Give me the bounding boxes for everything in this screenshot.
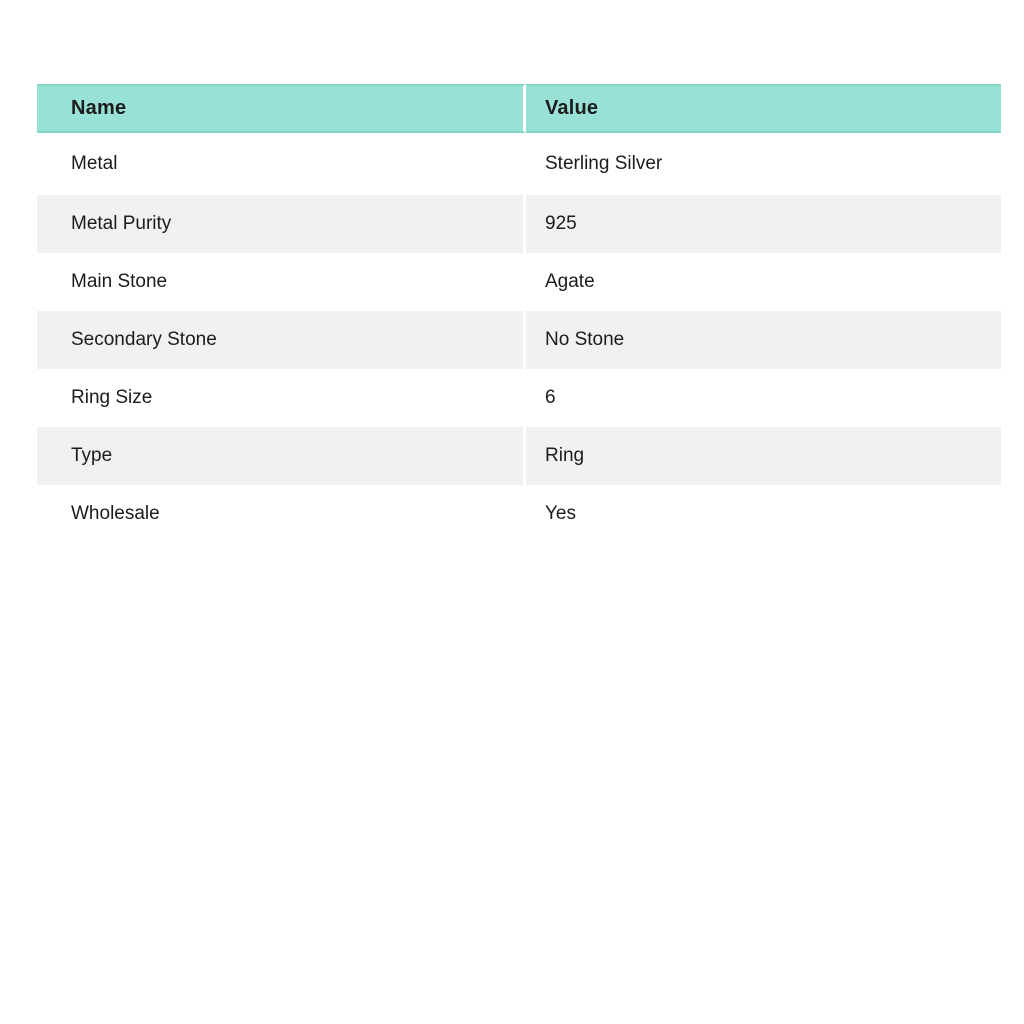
table-row (37, 253, 1001, 311)
table-header (37, 84, 1001, 133)
column-header-name: Name (37, 84, 526, 133)
row-value-cell: No Stone (545, 329, 625, 350)
table-body (37, 133, 1001, 543)
row-value-cell: 925 (545, 213, 577, 234)
table-row (37, 427, 1001, 485)
table-row (37, 311, 1001, 369)
table-row (37, 195, 1001, 253)
row-name-cell: Metal Purity (37, 195, 526, 253)
row-name-cell: Main Stone (37, 253, 526, 311)
header-row (37, 84, 1001, 133)
row-name-cell: Type (37, 427, 526, 485)
row-name-cell: Metal (37, 133, 526, 195)
product-attributes-table (37, 84, 1001, 543)
row-name-cell: Wholesale (37, 485, 526, 543)
column-header-value: Value (526, 84, 1001, 133)
row-value-cell: Ring (545, 445, 585, 466)
table-row (37, 369, 1001, 427)
row-name-cell: Ring Size (37, 369, 526, 427)
row-name-cell: Secondary Stone (37, 311, 526, 369)
table-row (37, 133, 1001, 195)
row-value-cell: Sterling Silver (545, 153, 663, 174)
table-row (37, 485, 1001, 543)
row-value-cell: Yes (545, 503, 576, 524)
row-value-cell: 6 (545, 387, 556, 408)
row-value-cell: Agate (545, 271, 595, 292)
